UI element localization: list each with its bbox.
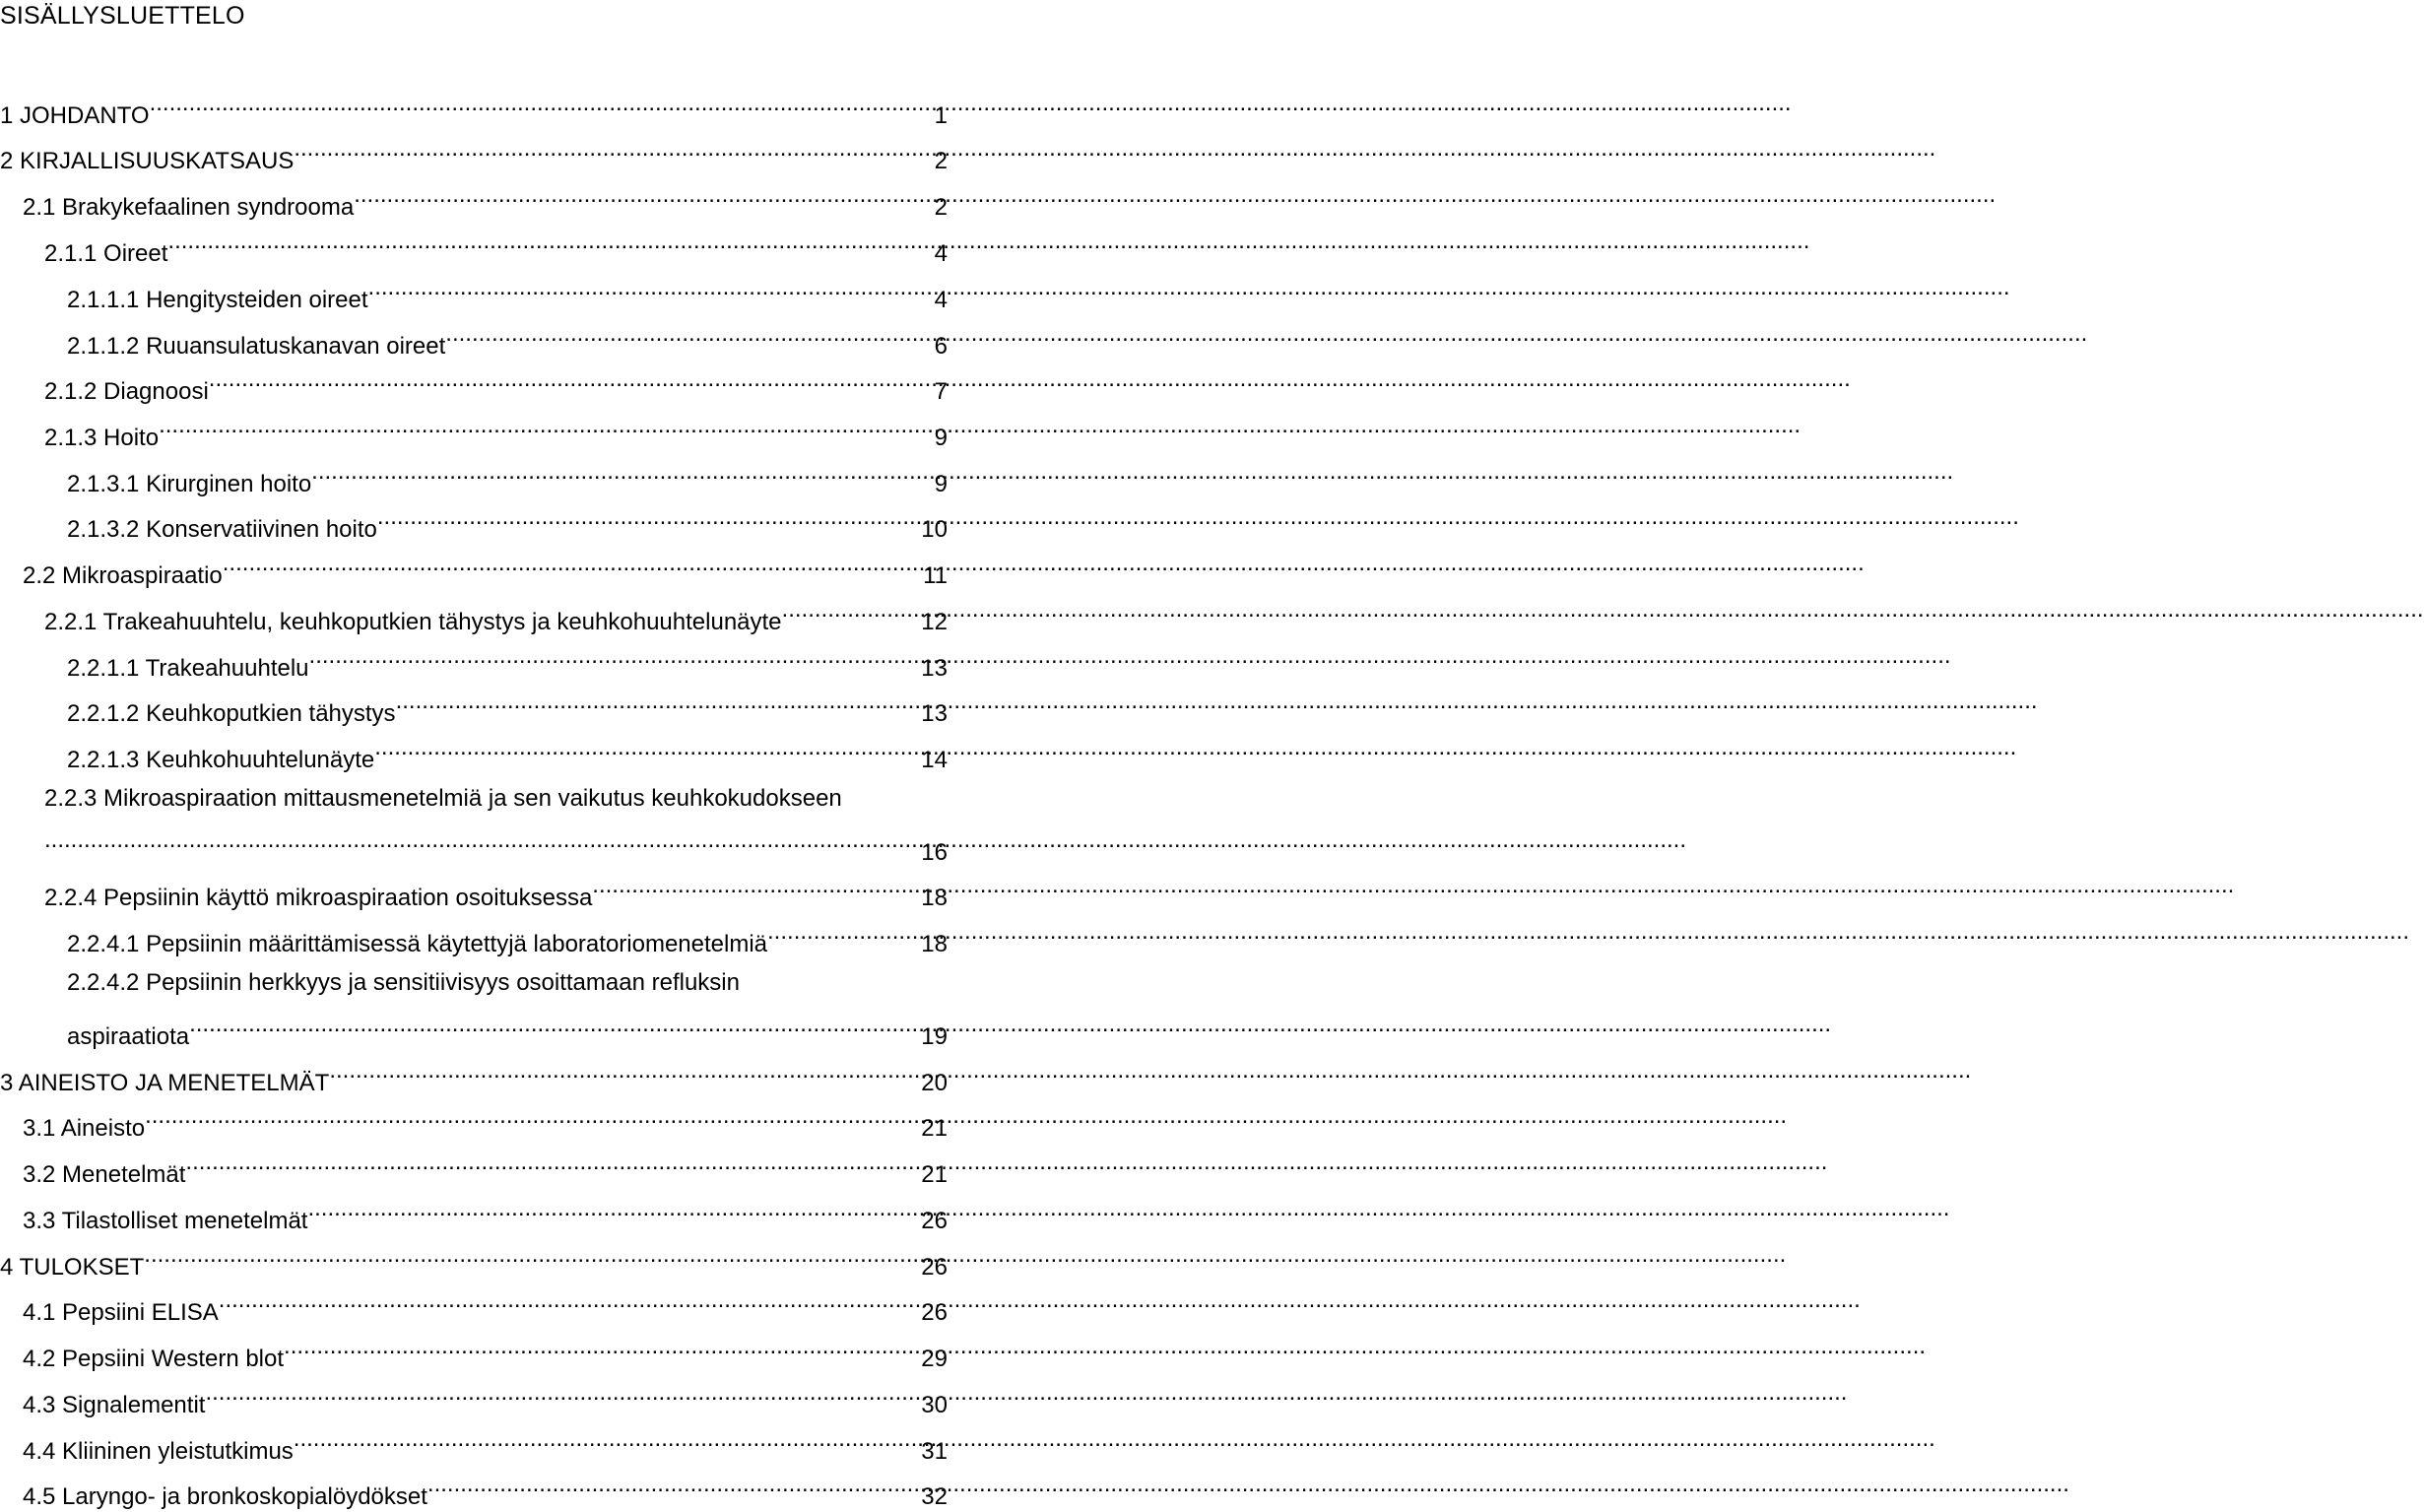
toc-entry-text: 3.3 Tilastolliset menetelmät xyxy=(23,1208,308,1234)
dot-leader xyxy=(185,1152,919,1182)
toc-entry[interactable] xyxy=(23,1337,948,1372)
dot-leader xyxy=(159,416,933,445)
toc-entry-page: 20 xyxy=(921,1070,948,1096)
dot-leader xyxy=(294,1429,920,1459)
toc-entry-text: 2.2.4.1 Pepsiinin määrittämisessä käytettyjä laboratoriomenetelmiä xyxy=(67,931,768,957)
toc-entry[interactable] xyxy=(0,1245,948,1281)
toc-entry-text: 2.2.4 Pepsiinin käyttö mikroaspiraation osoituksessa xyxy=(44,885,593,911)
toc-entry-text: 1 JOHDANTO xyxy=(0,102,150,129)
dot-leader xyxy=(223,554,921,583)
dot-leader xyxy=(592,876,919,905)
toc-entry-text: 2.1.3 Hoito xyxy=(44,425,160,451)
toc-entry-page: 26 xyxy=(921,1208,948,1234)
toc-entry[interactable] xyxy=(23,1383,948,1418)
toc-entry-page: 7 xyxy=(934,378,948,405)
dot-leader xyxy=(782,600,920,629)
toc-entry-text: 4.2 Pepsiini Western blot xyxy=(23,1346,285,1372)
toc-entry-text: 2.1.3.2 Konservatiivinen hoito xyxy=(67,516,377,543)
toc-entry-page: 19 xyxy=(921,1023,948,1050)
toc-entry-text: 2.2.1.3 Keuhkohuuhtelunäyte xyxy=(67,747,375,773)
toc-entry[interactable] xyxy=(23,1106,948,1142)
toc-entry-page: 30 xyxy=(921,1392,948,1418)
toc-entry[interactable] xyxy=(0,1061,948,1096)
toc-entry-text: 3.2 Menetelmät xyxy=(23,1161,186,1188)
toc-entry-text: 4.3 Signalementit xyxy=(23,1392,206,1418)
dot-leader xyxy=(150,94,933,123)
toc-entry[interactable] xyxy=(44,416,948,451)
toc-entry-page: 11 xyxy=(923,562,948,589)
toc-entry-text: 2.2.4.2 Pepsiinin herkkyys ja sensitiivisyys osoittamaan refluksin xyxy=(67,969,740,996)
toc-entry-page: 12 xyxy=(921,609,948,635)
toc-entry-page: 13 xyxy=(921,700,948,727)
toc-entry-page: 32 xyxy=(921,1483,948,1510)
toc-entry-page: 29 xyxy=(921,1346,948,1372)
dot-leader xyxy=(311,462,932,492)
toc-entry-text: 2.1.3.1 Kirurginen hoito xyxy=(67,471,312,497)
toc-entry[interactable] xyxy=(23,554,948,589)
toc-entry-page: 9 xyxy=(934,425,948,451)
toc-entry[interactable] xyxy=(44,876,948,911)
toc-entry-page: 9 xyxy=(934,471,948,497)
toc-entry[interactable] xyxy=(44,600,948,635)
toc-entry-text: 2.2 Mikroaspiraatio xyxy=(23,562,223,589)
toc-title: SISÄLLYSLUETTELO xyxy=(0,2,245,30)
dot-leader xyxy=(767,922,919,952)
toc-entry-text: 4 TULOKSET xyxy=(0,1254,145,1281)
toc-entry[interactable] xyxy=(67,691,948,727)
toc-entry-text: 2.1.1 Oireet xyxy=(44,240,168,267)
toc-entry-text: 3.1 Aineisto xyxy=(23,1115,146,1142)
toc-entry-text: 2.2.1.2 Keuhkoputkien tähystys xyxy=(67,700,396,727)
toc-entry-page: 14 xyxy=(921,747,948,773)
toc-entry-page: 18 xyxy=(921,931,948,957)
toc-entry[interactable] xyxy=(23,185,948,221)
dot-leader xyxy=(354,185,932,215)
dot-leader xyxy=(374,738,919,767)
dot-leader xyxy=(44,830,919,860)
toc-entry-text: 2.2.1.1 Trakeahuuhtelu xyxy=(67,655,309,682)
toc-entry[interactable] xyxy=(23,1152,948,1188)
toc-entry-text: 4.5 Laryngo- ja bronkoskopialöydökset xyxy=(23,1483,427,1510)
toc-entry-text: 2.2.1 Trakeahuuhtelu, keuhkoputkien tähystys ja keuhkohuuhtelunäyte xyxy=(44,609,782,635)
dot-leader xyxy=(368,278,933,307)
toc-entry-text: 2 KIRJALLISUUSKATSAUS xyxy=(0,148,295,174)
toc-entry-text: 2.1 Brakykefaalinen syndrooma xyxy=(23,194,355,221)
toc-entry-page: 26 xyxy=(921,1254,948,1281)
toc-entry-page: 26 xyxy=(921,1299,948,1326)
toc-entry[interactable] xyxy=(0,139,948,174)
toc-entry[interactable] xyxy=(67,646,948,682)
toc-entry-page: 31 xyxy=(921,1438,948,1465)
toc-entry[interactable] xyxy=(23,1429,948,1465)
dot-leader xyxy=(145,1106,919,1136)
toc-entry[interactable] xyxy=(67,507,948,543)
toc-entry[interactable] xyxy=(23,1199,948,1234)
toc-entry-page: 4 xyxy=(934,240,948,267)
dot-leader xyxy=(284,1337,919,1366)
toc-entry[interactable] xyxy=(67,922,948,957)
toc-entry[interactable] xyxy=(0,94,948,129)
dot-leader xyxy=(189,1015,919,1044)
toc-entry-text: 4.1 Pepsiini ELISA xyxy=(23,1299,219,1326)
dot-leader xyxy=(329,1061,919,1090)
toc-entry[interactable] xyxy=(67,462,948,497)
dot-leader xyxy=(219,1290,920,1320)
dot-leader xyxy=(427,1475,919,1504)
toc-entry[interactable] xyxy=(67,1015,948,1050)
dot-leader xyxy=(205,1383,919,1413)
dot-leader xyxy=(377,507,919,537)
toc-entry-page: 10 xyxy=(921,516,948,543)
toc-entry-page: 1 xyxy=(934,102,948,129)
toc-entry-page: 4 xyxy=(934,287,948,313)
dot-leader xyxy=(209,369,933,399)
toc-entry[interactable] xyxy=(23,1290,948,1326)
toc-entry-page: 21 xyxy=(921,1115,948,1142)
toc-entry-page: 2 xyxy=(934,194,948,221)
toc-entry[interactable] xyxy=(44,369,948,405)
toc-entry[interactable] xyxy=(67,324,948,360)
dot-leader xyxy=(167,231,932,261)
dot-leader xyxy=(294,139,932,168)
toc-entry-page: 2 xyxy=(934,148,948,174)
toc-entry-text: 3 AINEISTO JA MENETELMÄT xyxy=(0,1070,330,1096)
toc-entry-page: 18 xyxy=(921,885,948,911)
toc-entry-page: 16 xyxy=(921,839,948,866)
toc-entry-text: 2.1.1.2 Ruuansulatuskanavan oireet xyxy=(67,333,446,360)
toc-entry-page: 21 xyxy=(921,1161,948,1188)
toc-entry[interactable] xyxy=(67,278,948,313)
dot-leader xyxy=(307,1199,919,1228)
toc-entry[interactable] xyxy=(44,830,948,866)
toc-entry-text: 2.1.2 Diagnoosi xyxy=(44,378,209,405)
toc-entry[interactable] xyxy=(67,738,948,773)
toc-entry[interactable] xyxy=(23,1475,948,1510)
dot-leader xyxy=(396,691,920,721)
dot-leader xyxy=(144,1245,919,1275)
toc-entry-page: 6 xyxy=(934,333,948,360)
toc-entry-text-continuation: aspiraatiota xyxy=(67,1023,190,1050)
toc-entry-text: 4.4 Kliininen yleistutkimus xyxy=(23,1438,294,1465)
toc-entry-page: 13 xyxy=(921,655,948,682)
toc-entry-text: 2.2.3 Mikroaspiraation mittausmenetelmiä ja sen vaikutus keuhkokudokseen xyxy=(44,785,842,812)
dot-leader xyxy=(309,646,920,676)
toc-entry-text: 2.1.1.1 Hengitysteiden oireet xyxy=(67,287,368,313)
dot-leader xyxy=(445,324,932,354)
toc-entry[interactable] xyxy=(44,231,948,267)
